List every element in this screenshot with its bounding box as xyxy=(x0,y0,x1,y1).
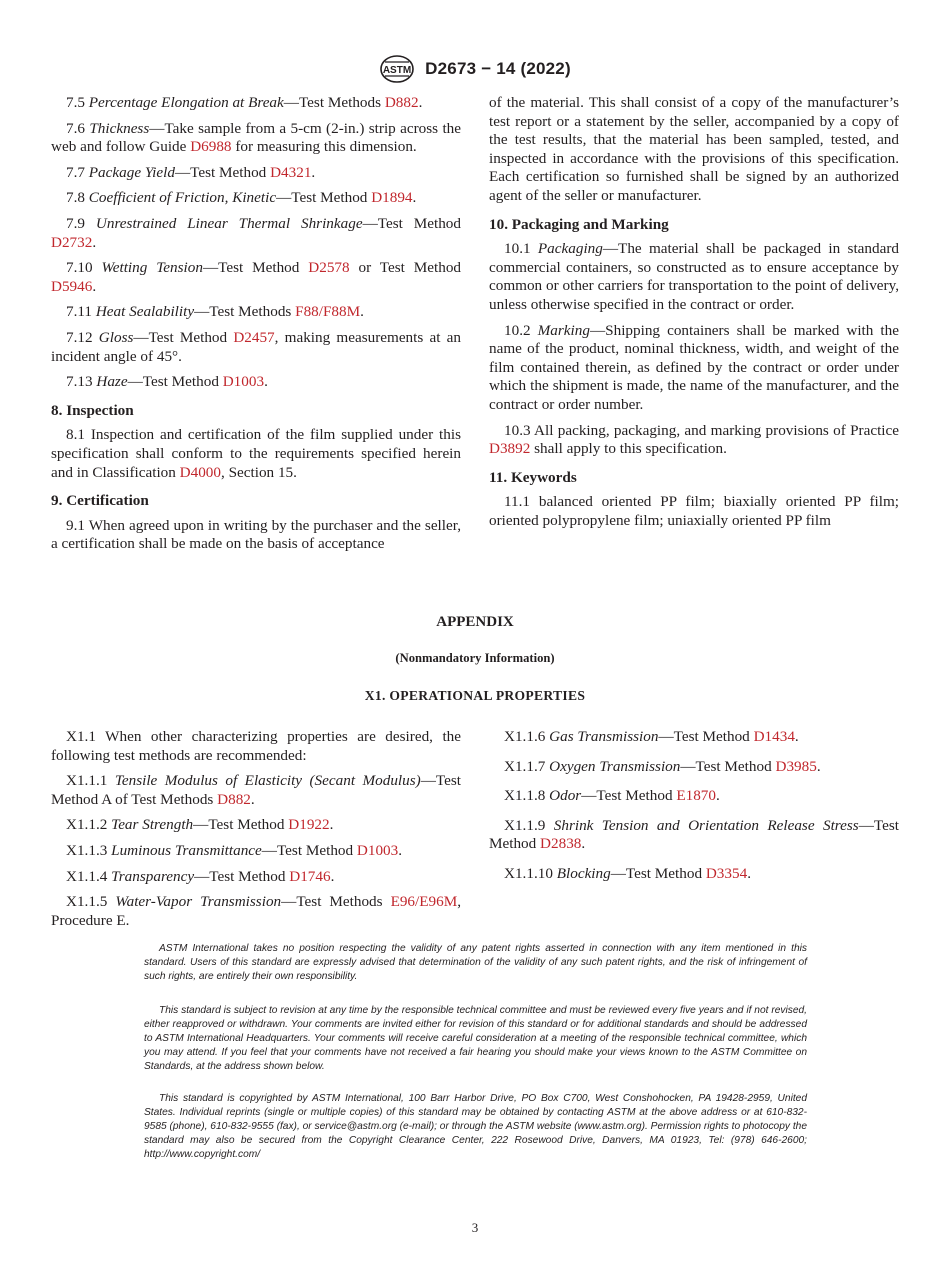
copyright-notice: This standard is copyrighted by ASTM International, 100 Barr Harbor Drive, PO Box C700, West Conshohocken, PA 19428-2959, United States. Individual reprints (single or multiple copies) of this standard may be obtained by contacting ASTM at the above address or at 610-832-9585 (phone), 610-832-9555 (fax), or service@astm.org (e-mail); or through the ASTM website (www.astm.org). Permission rights to photocopy the standard may also be secured from the Copyright Clearance Center, 222 Rosewood Drive, Danvers, MA 01923, Tel: (978) 646-2600; http://www.copyright.com/ xyxy=(144,1093,807,1160)
page-number: 3 xyxy=(471,1220,479,1235)
section-7-13: 7.13 Haze—Test Method D1003. xyxy=(66,373,268,391)
ref-link[interactable]: D3354 xyxy=(705,864,748,882)
ref-link[interactable]: D1003 xyxy=(356,841,399,859)
section-7-5: 7.5 Percentage Elongation at Break—Test Methods D882. xyxy=(66,94,423,111)
astm-logo-icon xyxy=(379,54,415,84)
section-8-1: 8.1 Inspection and certification of the film supplied under this specification shall conform to the requirements specified herein and in Classification D4000, Section 15. xyxy=(51,426,461,481)
left-column xyxy=(51,94,461,561)
appendix-subtitle: (Nonmandatory Information) xyxy=(395,651,555,665)
section-7-8: 7.8 Coefficient of Friction, Kinetic—Test Method D1894. xyxy=(66,189,417,207)
section-9-1: 9.1 When agreed upon in writing by the purchaser and the seller, a certification shall be made on the basis of acceptance xyxy=(51,516,461,553)
document-designation: D2673 − 14 (2022) xyxy=(425,59,571,78)
revision-notice: This standard is subject to revision at any time by the responsible technical committee and must be reviewed every five years and if not revised, either reapproved or withdrawn. Your comments are invited either for revision of this standard or for additional standards and should be addressed to ASTM International Headquarters. Your comments will receive careful consideration at a meeting of the responsible technical committee, which you may attend. If you feel that your comments have not received a fair hearing you should make your views known to the ASTM Committee on Standards, at the address shown below. xyxy=(144,1005,807,1072)
section-x1-1-2: X1.1.2 Tear Strength—Test Method D1922. xyxy=(66,816,334,834)
section-9-1-continued: of the material. This shall consist of a copy of the manufacturer’s test report or a statement by the seller, accompanied by a copy of the test results, that the material has been sampled, tested, and inspected in accordance with the provisions of this specification. Each certification so furnished shall be signed by an authorized agent of the seller or manufacturer. xyxy=(489,94,899,204)
section-x1-1-4: X1.1.4 Transparency—Test Method D1746. xyxy=(66,867,335,885)
ref-link[interactable]: D4000 xyxy=(179,463,221,481)
ref-link[interactable]: D2732 xyxy=(51,233,93,251)
section-x1-1-1: X1.1.1 Tensile Modulus of Elasticity (Secant Modulus)—Test Method A of Test Methods D882. xyxy=(51,772,461,808)
ref-link[interactable]: D1434 xyxy=(753,728,795,745)
ref-link[interactable]: D2457 xyxy=(233,328,275,346)
ref-link[interactable]: D2578 xyxy=(308,259,350,277)
appendix-header xyxy=(0,614,950,704)
ref-link[interactable]: D1922 xyxy=(288,816,330,834)
section-x1-1-8: X1.1.8 Odor—Test Method E1870. xyxy=(504,787,720,805)
section-x1-1-3: X1.1.3 Luminous Transmittance—Test Method D1003. xyxy=(66,841,403,859)
section-10-2: 10.2 Marking—Shipping containers shall be marked with the name of the product, nominal thickness, width, and weight of the film contained therein, as defined by the contract or order under which the shipment is made, the name of the manufacturer, and the contract or order number. xyxy=(489,321,899,413)
ref-link[interactable]: D1003 xyxy=(222,373,265,391)
section-x1-1-5: X1.1.5 Water-Vapor Transmission—Test Methods E96/E96M, Procedure E. xyxy=(51,893,462,929)
section-7-9: 7.9 Unrestrained Linear Thermal Shrinkage—Test Method D2732. xyxy=(51,214,461,251)
page-header xyxy=(0,54,950,84)
ref-link[interactable]: D4321 xyxy=(270,163,312,181)
section-x1-1-6: X1.1.6 Gas Transmission—Test Method D1434. xyxy=(504,728,799,745)
ref-link[interactable]: D2838 xyxy=(540,835,582,853)
heading-packaging: 10. Packaging and Marking xyxy=(489,215,669,233)
section-11-1: 11.1 balanced oriented PP film; biaxially oriented PP film; oriented polypropylene film; uniaxially oriented PP film xyxy=(489,493,899,529)
heading-inspection: 8. Inspection xyxy=(51,401,134,419)
appendix-section-title: X1. OPERATIONAL PROPERTIES xyxy=(364,688,586,703)
section-7-6: 7.6 Thickness—Take sample from a 5-cm (2-in.) strip across the web and follow Guide D6988 for measuring this dimension. xyxy=(51,119,462,156)
heading-keywords: 11. Keywords xyxy=(489,468,577,486)
appendix-left-column xyxy=(51,728,461,937)
heading-certification: 9. Certification xyxy=(51,492,149,510)
svg-text:ASTM: ASTM xyxy=(383,65,412,76)
ref-link[interactable]: D6988 xyxy=(190,138,232,156)
appendix-title: APPENDIX xyxy=(436,614,514,630)
ref-link[interactable]: E96/E96M xyxy=(390,893,458,911)
ref-link[interactable]: D882 xyxy=(217,790,251,808)
ref-link[interactable]: D1746 xyxy=(289,867,331,885)
ref-link[interactable]: D5946 xyxy=(51,277,93,295)
section-10-3: 10.3 All packing, packaging, and marking provisions of Practice D3892 shall apply to this specification. xyxy=(489,421,899,458)
section-10-1: 10.1 Packaging—The material shall be packaged in standard commercial containers, so constructed as to ensure acceptance by common or other carriers for transportation to the point of delivery, unless otherwise specified in the contract or order. xyxy=(489,240,899,313)
ref-link[interactable]: D1894 xyxy=(371,189,413,207)
section-7-10: 7.10 Wetting Tension—Test Method D2578 or Test Method D5946. xyxy=(51,259,462,295)
ref-link[interactable]: F88/F88M xyxy=(295,303,361,321)
ref-link[interactable]: D882 xyxy=(384,94,419,111)
section-7-12: 7.12 Gloss—Test Method D2457, making measurements at an incident angle of 45°. xyxy=(51,328,461,365)
patent-notice: ASTM International takes no position respecting the validity of any patent rights asserted in connection with any item mentioned in this standard. Users of this standard are expressly advised that determination of the validity of any such patent rights, and the risk of infringement of such rights, are entirely their own responsibility. xyxy=(144,943,807,982)
ref-link[interactable]: D3985 xyxy=(775,757,817,775)
ref-link[interactable]: D3892 xyxy=(489,440,531,458)
section-x1-1: X1.1 When other characterizing properties are desired, the following test methods are recommended: xyxy=(51,728,461,764)
right-column xyxy=(489,94,899,537)
ref-link[interactable]: E1870 xyxy=(676,787,716,805)
section-7-7: 7.7 Package Yield—Test Method D4321. xyxy=(66,163,316,181)
section-x1-1-10: X1.1.10 Blocking—Test Method D3354. xyxy=(504,864,751,882)
section-x1-1-9: X1.1.9 Shrink Tension and Orientation Release Stress—Test Method D2838. xyxy=(489,816,899,853)
appendix-right-column xyxy=(489,728,899,895)
section-x1-1-7: X1.1.7 Oxygen Transmission—Test Method D3985. xyxy=(504,757,821,775)
section-7-11: 7.11 Heat Sealability—Test Methods F88/F88M. xyxy=(66,303,364,321)
